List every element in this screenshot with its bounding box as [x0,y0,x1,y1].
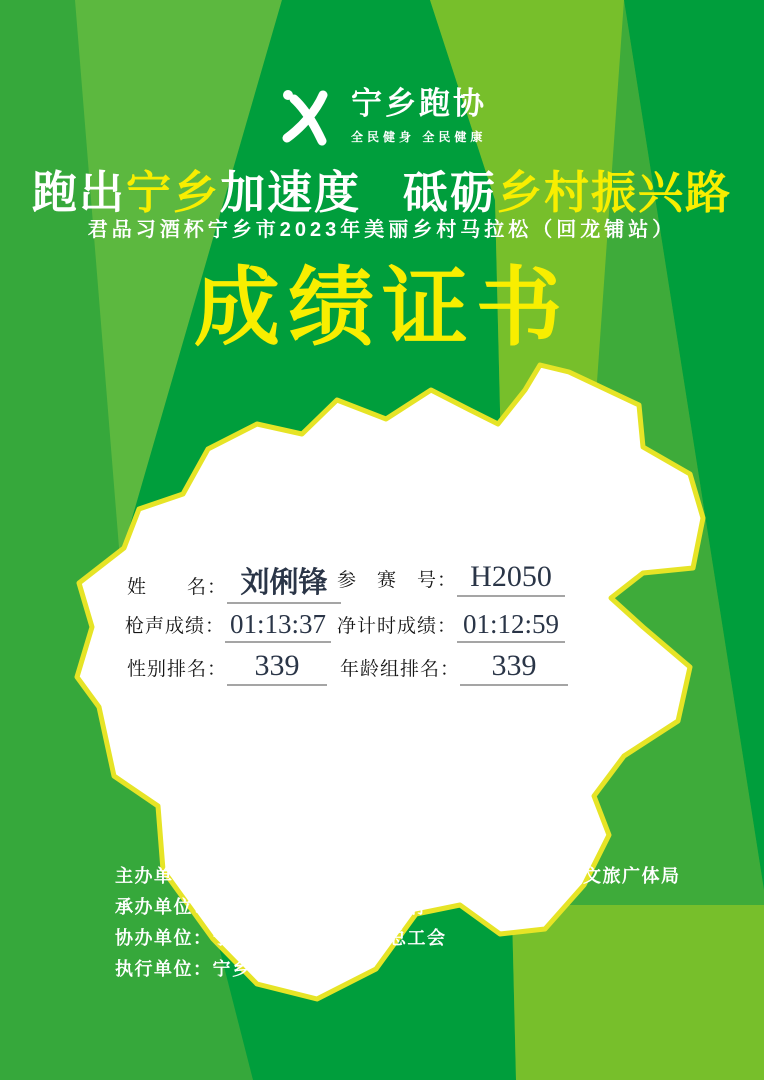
slogan-seg4: 砥砺 [403,167,498,218]
field-name-label: 姓 名： [127,577,228,598]
logo-name: 宁乡跑协 [351,85,487,121]
field-age-group-rank [340,649,568,686]
organizer-undertaker-row [115,892,681,923]
organizer-co-organizer-row [115,923,681,954]
logo [0,86,764,146]
organizer-undertaker-label: 承办单位： [115,897,213,917]
slogan-seg5: 乡村振兴路 [497,167,733,218]
organizer-executor-label: 执行单位： [115,959,213,979]
organizer-host-label: 主办单位： [115,866,213,886]
logo-tagline: 全民健身 全民健康 [351,130,487,145]
organizer-co-organizer-label: 协办单位： [115,928,213,948]
field-bib-value: H2050 [457,560,565,597]
field-gender-rank [127,649,327,686]
field-name-value: 刘俐锋 [227,560,341,604]
logo-text-block [351,87,487,145]
field-gun-time-value: 01:13:37 [225,609,331,643]
field-gender-rank-label: 性别排名： [127,659,228,680]
certificate-title: 成绩证书 [194,260,570,356]
organizer-executor-value: 宁乡市跑步协会 [212,959,349,979]
field-net-time [337,609,565,643]
organizer-co-organizer-value: 宁乡经济技术开发区总工会 [212,928,447,948]
slogan-seg3: 加速度 [219,167,361,218]
organizer-host-value: 宁乡市总工会、宁乡市农业农村局、宁乡市文旅广体局 [212,866,681,886]
organizer-undertaker-value: 宁乡市回龙铺镇人民政府 [212,897,427,917]
slogan-line [0,156,764,221]
field-gun-time-label: 枪声成绩： [125,616,226,637]
event-name-line: 君品习酒杯宁乡市2023年美丽乡村马拉松（回龙铺站） [87,219,677,241]
field-net-time-label: 净计时成绩： [337,616,458,637]
field-gun-time [125,609,331,643]
organizer-executor-row [115,954,681,985]
organizer-host-row [115,861,681,892]
organizer-block [115,861,681,985]
slogan-seg2: 宁乡 [125,167,220,218]
field-age-group-rank-value: 339 [460,649,568,686]
field-age-group-rank-label: 年龄组排名： [340,659,461,680]
field-bib-number [337,560,565,597]
field-net-time-value: 01:12:59 [457,609,565,643]
field-name [127,560,341,604]
runner-icon [277,86,335,146]
slogan-seg1: 跑出 [31,167,126,218]
field-gender-rank-value: 339 [227,649,327,686]
field-bib-label: 参 赛 号： [337,570,458,591]
